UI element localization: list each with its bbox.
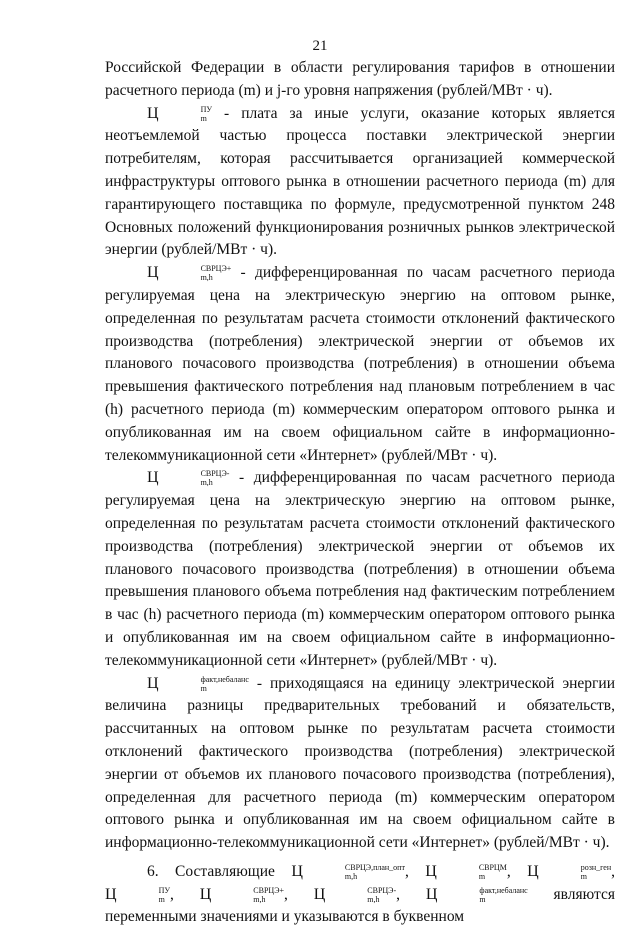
symbol-c-svrc-minus: Ц СВРЦЭ- m,h (147, 469, 230, 488)
symbol-c-rozn-gen: Ц розн_ген m (527, 862, 612, 881)
definition-pu (105, 103, 615, 263)
definition-pu-text: - плата за иные услуги, оказание которых является неотъемлемой частью процесса поставки электрической энергии потребителям, которая рассчитывается организацией коммерческой инфраструктуры оптового рынка в отношении расчетного периода (m) для гарантирующего поставщика по формуле, предусмотренной пунктом 248 Основных положений функционирования розничных рынков электрической энергии (рублей/МВт · ч). (105, 104, 615, 259)
definition-svrc-plus (105, 262, 615, 467)
definition-fakt-text: - приходящаяся на единицу электрической энергии величина разницы предварительных требований и обязательств, рассчитанных на оптовом рынке по результатам расчета стоимости отклонений фактического производства (потребления) электрической энергии от объемов их планового почасового производства (потребления), определенная для расчетного периода (m) коммерческим оператором оптового рынка и опубликованная им на своем официальном сайте в информационно-телекоммуникационной сети «Интернет» (рублей/МВт · ч). (105, 674, 615, 852)
document-body (105, 57, 615, 929)
symbol-c-svrc-minus-2: Ц СВРЦЭ- m,h (313, 885, 397, 904)
symbol-c-pu-2: Ц ПУ m (105, 885, 171, 904)
symbol-c-fakt-nebalans-2: Ц факт,небаланс m (425, 885, 528, 904)
definition-svrc-plus-text: - дифференцированная по часам расчетного периода регулируемая цена на электрическую энергию на оптовом рынке, определенная по результатам расчета стоимости отклонений фактического производства (потребления) электрической энергии от объемов их планового почасового производства (потребления) в отношении объема превышения фактического потребления над плановым потреблением в час (h) расчетного периода (m) коммерческим оператором оптового рынка и опубликованная им на своем официальном сайте в информационно-телекоммуникационной сети «Интернет» (рублей/МВт · ч). (105, 264, 615, 464)
symbol-c-svrc-plus-2: Ц СВРЦЭ+ m,h (199, 885, 284, 904)
symbol-c-svrc-plan: Ц СВРЦЭ,план_опт m,h (291, 862, 405, 881)
intro-line-2: расчетного периода (m) и j-го уровня напряжения (рублей/МВт · ч). (105, 81, 553, 99)
item-6-lead: 6. Составляющие (147, 862, 292, 880)
intro-paragraph (105, 57, 615, 103)
definition-fakt-nebalans (105, 673, 615, 855)
symbol-c-pu: Ц ПУ m (147, 104, 213, 123)
symbol-c-fakt-nebalans: Ц факт,небаланс m (147, 674, 249, 693)
intro-line-1: Российской Федерации в области регулирования тарифов в отношении (105, 59, 615, 76)
item-6-tail: являются переменными значениями и указываются в буквенном (105, 885, 616, 926)
item-6-paragraph: 6. Составляющие Ц СВРЦЭ,план_опт m,h , Ц СВРЦМ m , Ц розн_ген m , Ц ПУ m , Ц СВРЦЭ+ m,h , Ц СВРЦЭ- m,h , Ц факт,небаланс m являются переменными значениями и указываются в буквенном (105, 862, 616, 926)
page-number: 21 (312, 38, 328, 54)
definition-svrc-minus-text: - дифференцированная по часам расчетного периода регулируемая цена на электрическую энергию на оптовом рынке, определенная по результатам расчета стоимости отклонений фактического производства (потребления) электрической энергии от объемов их планового почасового производства (потребления) в отношении объема превышения планового объема потребления над фактическим потреблением в час (h) расчетного периода (m) коммерческим оператором оптового рынка и опубликованная им на своем официальном сайте в информационно-телекоммуникационной сети «Интернет» (рублей/МВт · ч). (105, 469, 615, 669)
symbol-c-svrc-plus: Ц СВРЦЭ+ m,h (147, 264, 232, 283)
definition-svrc-minus (105, 467, 615, 672)
symbol-c-svrcm: Ц СВРЦМ m (425, 862, 507, 881)
